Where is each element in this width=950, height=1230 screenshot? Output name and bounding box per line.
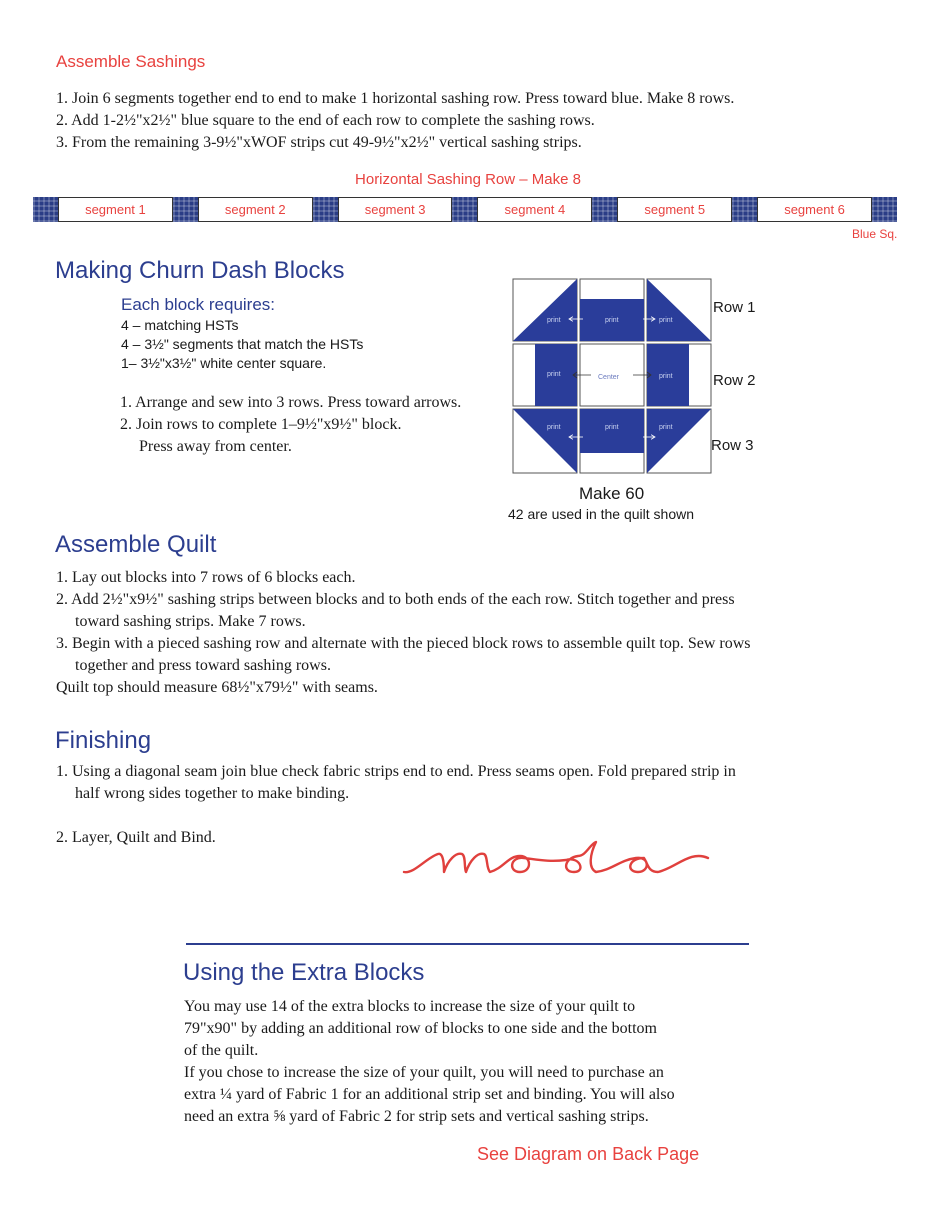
finishing-line: 1. Using a diagonal seam join blue check fabric strips end to end. Press seams open. Fold prepared strip in (56, 763, 736, 780)
requires-item: 4 – 3½" segments that match the HSTs (121, 336, 364, 352)
churn-step-2: 2. Join rows to complete 1–9½"x9½" block. (120, 416, 402, 433)
blue-square (173, 197, 198, 222)
blue-square (592, 197, 617, 222)
churn-step-1: 1. Arrange and sew into 3 rows. Press toward arrows. (120, 394, 462, 411)
assemble-line: 3. Begin with a pieced sashing row and alternate with the pieced block rows to assemble quilt top. Sew rows (56, 635, 751, 652)
requires-item: 1– 3½"x3½" white center square. (121, 355, 327, 371)
finishing-line: half wrong sides together to make binding. (75, 785, 350, 802)
sashing-diagram-title: Horizontal Sashing Row – Make 8 (355, 171, 581, 188)
sashings-step-2: 2. Add 1-2½"x2½" blue square to the end of each row to complete the sashing rows. (56, 112, 595, 129)
extra-line: You may use 14 of the extra blocks to increase the size of your quilt to (184, 998, 636, 1015)
cell-label-print: print (659, 317, 673, 324)
section-divider (186, 943, 749, 945)
assemble-line: 1. Lay out blocks into 7 rows of 6 blocks each. (56, 569, 356, 586)
blue-square-label: Blue Sq. (852, 227, 898, 241)
cell-label-print: print (605, 424, 619, 431)
cell-label-print: print (605, 317, 619, 324)
row-label: Row 3 (711, 437, 754, 454)
assemble-line: 2. Add 2½"x9½" sashing strips between blocks and to both ends of the each row. Stitch together and press (56, 591, 735, 608)
sashing-segment: segment 4 (477, 197, 592, 222)
extra-line: 79"x90" by adding an additional row of blocks to one side and the bottom (184, 1020, 657, 1037)
row-label: Row 1 (713, 299, 756, 316)
sashing-segment: segment 1 (58, 197, 173, 222)
cell-label-print: print (547, 424, 561, 431)
churn-heading: Making Churn Dash Blocks (55, 257, 345, 284)
sashings-step-1: 1. Join 6 segments together end to end to make 1 horizontal sashing row. Press toward blue. Make 8 rows. (56, 90, 735, 107)
finishing-heading: Finishing (55, 727, 152, 754)
see-diagram-note: See Diagram on Back Page (477, 1144, 700, 1164)
cell-label-center: Center (598, 374, 620, 381)
cell-label-print: print (547, 317, 561, 324)
assemble-line: Quilt top should measure 68½"x79½" with seams. (56, 679, 378, 696)
row-label: Row 2 (713, 372, 756, 389)
sashing-segment: segment 6 (757, 197, 872, 222)
assemble-heading: Assemble Quilt (55, 531, 217, 558)
make-note: 42 are used in the quilt shown (508, 506, 695, 522)
assemble-steps (56, 567, 916, 699)
finishing-step-2: 2. Layer, Quilt and Bind. (56, 829, 216, 846)
extra-line: of the quilt. (184, 1042, 259, 1059)
assemble-line: together and press toward sashing rows. (75, 657, 331, 674)
horizontal-sashing-row (33, 197, 897, 222)
sashings-step-3: 3. From the remaining 3-9½"xWOF strips cut 49-9½"x2½" vertical sashing strips. (56, 134, 582, 151)
cell-label-print: print (659, 424, 673, 431)
cell-label-print: print (547, 371, 561, 378)
make-count: Make 60 (579, 484, 645, 503)
finishing-steps (56, 761, 916, 805)
sashings-steps (56, 88, 916, 154)
requires-heading: Each block requires: (121, 295, 276, 314)
sashing-segment: segment 5 (617, 197, 732, 222)
cell-label-print: print (659, 373, 673, 380)
blue-square (872, 197, 897, 222)
assemble-line: toward sashing strips. Make 7 rows. (75, 613, 306, 630)
extra-line: need an extra ⅝ yard of Fabric 2 for strip sets and vertical sashing strips. (184, 1108, 649, 1125)
blue-square (452, 197, 477, 222)
requires-list (121, 316, 363, 373)
sashings-heading: Assemble Sashings (56, 52, 206, 71)
extra-line: extra ¼ yard of Fabric 1 for an additional strip set and binding. You will also (184, 1086, 675, 1103)
churn-dash-block-diagram (511, 277, 713, 477)
sashing-segment: segment 2 (198, 197, 313, 222)
blue-square (732, 197, 757, 222)
extra-heading: Using the Extra Blocks (183, 959, 425, 986)
sashing-segment: segment 3 (338, 197, 453, 222)
requires-item: 4 – matching HSTs (121, 317, 239, 333)
blue-square (313, 197, 338, 222)
extra-line: If you chose to increase the size of your quilt, you will need to purchase an (184, 1064, 664, 1081)
moda-logo (400, 838, 712, 882)
churn-step-2-cont: Press away from center. (139, 438, 292, 455)
blue-square (33, 197, 58, 222)
extra-text (184, 996, 784, 1128)
churn-steps (120, 392, 461, 458)
